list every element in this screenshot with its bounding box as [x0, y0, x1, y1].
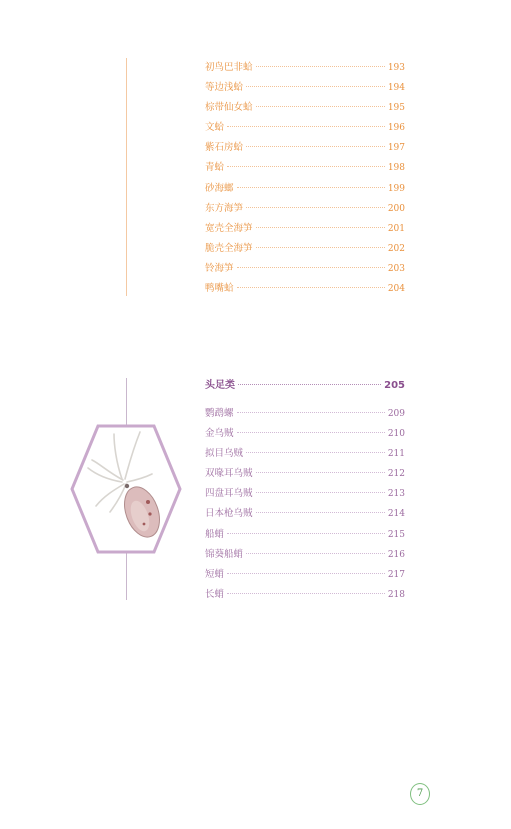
toc-entry[interactable]: [205, 505, 405, 525]
toc-entry-title: 短蛸: [205, 568, 225, 580]
toc-entry[interactable]: [205, 59, 405, 79]
leader-dots: [246, 553, 385, 554]
leader-dots: [237, 287, 385, 288]
toc-entry[interactable]: [205, 220, 405, 240]
toc-entry-page: 200: [387, 203, 405, 214]
toc-entry[interactable]: [205, 139, 405, 159]
leader-dots: [237, 412, 385, 413]
toc-entry-title: 鹦鹉螺: [205, 408, 234, 419]
toc-entry-title: 长蛸: [205, 588, 225, 600]
leader-dots: [227, 593, 385, 594]
leader-dots: [237, 187, 385, 188]
squid-eye: [125, 484, 129, 488]
toc-entry[interactable]: [205, 180, 405, 200]
toc-entry-page: 214: [387, 509, 405, 520]
leader-dots: [227, 573, 385, 574]
toc-entry[interactable]: [205, 526, 405, 546]
toc-entry[interactable]: [205, 566, 405, 586]
toc-entry[interactable]: [205, 159, 405, 179]
divider-line-top: [126, 58, 127, 296]
toc-entry-page: 197: [387, 143, 405, 154]
toc-entry-page: 215: [387, 529, 405, 540]
leader-dots: [246, 146, 385, 147]
leader-dots: [246, 452, 385, 453]
leader-dots: [256, 472, 385, 473]
toc-entry-title: 棕带仙女蛤: [205, 102, 253, 114]
toc-entry-page: 209: [387, 409, 405, 419]
toc-entry-title: 等边浅蛤: [205, 82, 244, 94]
leader-dots: [227, 533, 385, 534]
toc-entry[interactable]: [205, 240, 405, 260]
toc-entry-page: 216: [387, 549, 405, 560]
toc-entry-title: 文蛤: [205, 122, 225, 134]
toc-entry-title: 初鸟巴非蛤: [205, 62, 253, 73]
toc-entry-title: 宽壳全海笋: [205, 222, 253, 234]
toc-entry-page: 203: [387, 263, 405, 274]
toc-entry[interactable]: [205, 586, 405, 606]
leader-dots: [256, 106, 385, 107]
toc-entry-title: 日本枪乌贼: [205, 508, 253, 520]
toc-entry-page: 212: [387, 469, 405, 480]
toc-entry-title: 砂海螂: [205, 182, 234, 194]
toc-entry-page: 194: [387, 83, 405, 94]
toc-entry[interactable]: [205, 546, 405, 566]
toc-entry-title: 拟目乌贼: [205, 448, 244, 460]
leader-dots: [256, 492, 385, 493]
leader-dots: [246, 86, 385, 87]
toc-bivalves-list: [205, 59, 405, 300]
toc-entry-page: 210: [387, 429, 405, 440]
toc-entry-title: 青蛤: [205, 162, 225, 174]
toc-entry-page: 213: [387, 489, 405, 500]
leader-dots: [256, 512, 385, 513]
toc-entry-title: 四盘耳乌贼: [205, 488, 253, 500]
toc-entry[interactable]: [205, 280, 405, 300]
toc-entry-title: 金乌贼: [205, 428, 234, 440]
toc-entry-title: 鸭嘴蛤: [205, 283, 234, 295]
toc-cephalopods-list: [205, 405, 405, 606]
toc-entry-page: 196: [387, 123, 405, 134]
toc-entry-page: 204: [387, 284, 405, 295]
toc-entry-page: 217: [387, 569, 405, 580]
leader-dots: [256, 227, 385, 228]
section-title: 头足类: [205, 380, 235, 391]
toc-entry[interactable]: [205, 425, 405, 445]
toc-entry[interactable]: [205, 99, 405, 119]
toc-entry-title: 船蛸: [205, 528, 225, 540]
leader-dots: [227, 126, 385, 127]
toc-entry-title: 双喙耳乌贼: [205, 468, 253, 480]
section-heading-cephalopods[interactable]: [205, 376, 405, 391]
leader-dots: [246, 207, 385, 208]
leader-dots: [256, 66, 385, 67]
toc-entry[interactable]: [205, 405, 405, 425]
toc-entry-page: 201: [387, 223, 405, 234]
toc-entry-title: 锦葵船蛸: [205, 548, 244, 560]
leader-dots: [237, 432, 385, 433]
toc-entry-title: 紫石房蛤: [205, 142, 244, 154]
toc-entry-title: 铃海笋: [205, 262, 234, 274]
toc-entry[interactable]: [205, 260, 405, 280]
toc-entry[interactable]: [205, 445, 405, 465]
leader-dots: [227, 166, 385, 167]
toc-entry[interactable]: [205, 200, 405, 220]
leader-dots: [238, 384, 381, 385]
toc-entry-page: 198: [387, 163, 405, 174]
toc-entry[interactable]: [205, 79, 405, 99]
section-page: 205: [384, 380, 405, 391]
squid-illustration: [70, 424, 182, 554]
toc-entry[interactable]: [205, 119, 405, 139]
toc-entry-page: 199: [387, 183, 405, 194]
toc-entry-page: 218: [387, 589, 405, 600]
toc-entry-title: 东方海笋: [205, 202, 244, 214]
page-number: 7: [410, 783, 430, 805]
leader-dots: [256, 247, 385, 248]
leader-dots: [237, 267, 385, 268]
toc-entry-page: 211: [387, 449, 405, 460]
toc-entry-page: 195: [387, 103, 405, 114]
toc-entry[interactable]: [205, 465, 405, 485]
toc-entry[interactable]: [205, 485, 405, 505]
toc-entry-page: 193: [387, 63, 405, 73]
toc-entry-title: 脆壳全海笋: [205, 242, 253, 254]
toc-entry-page: 202: [387, 243, 405, 254]
